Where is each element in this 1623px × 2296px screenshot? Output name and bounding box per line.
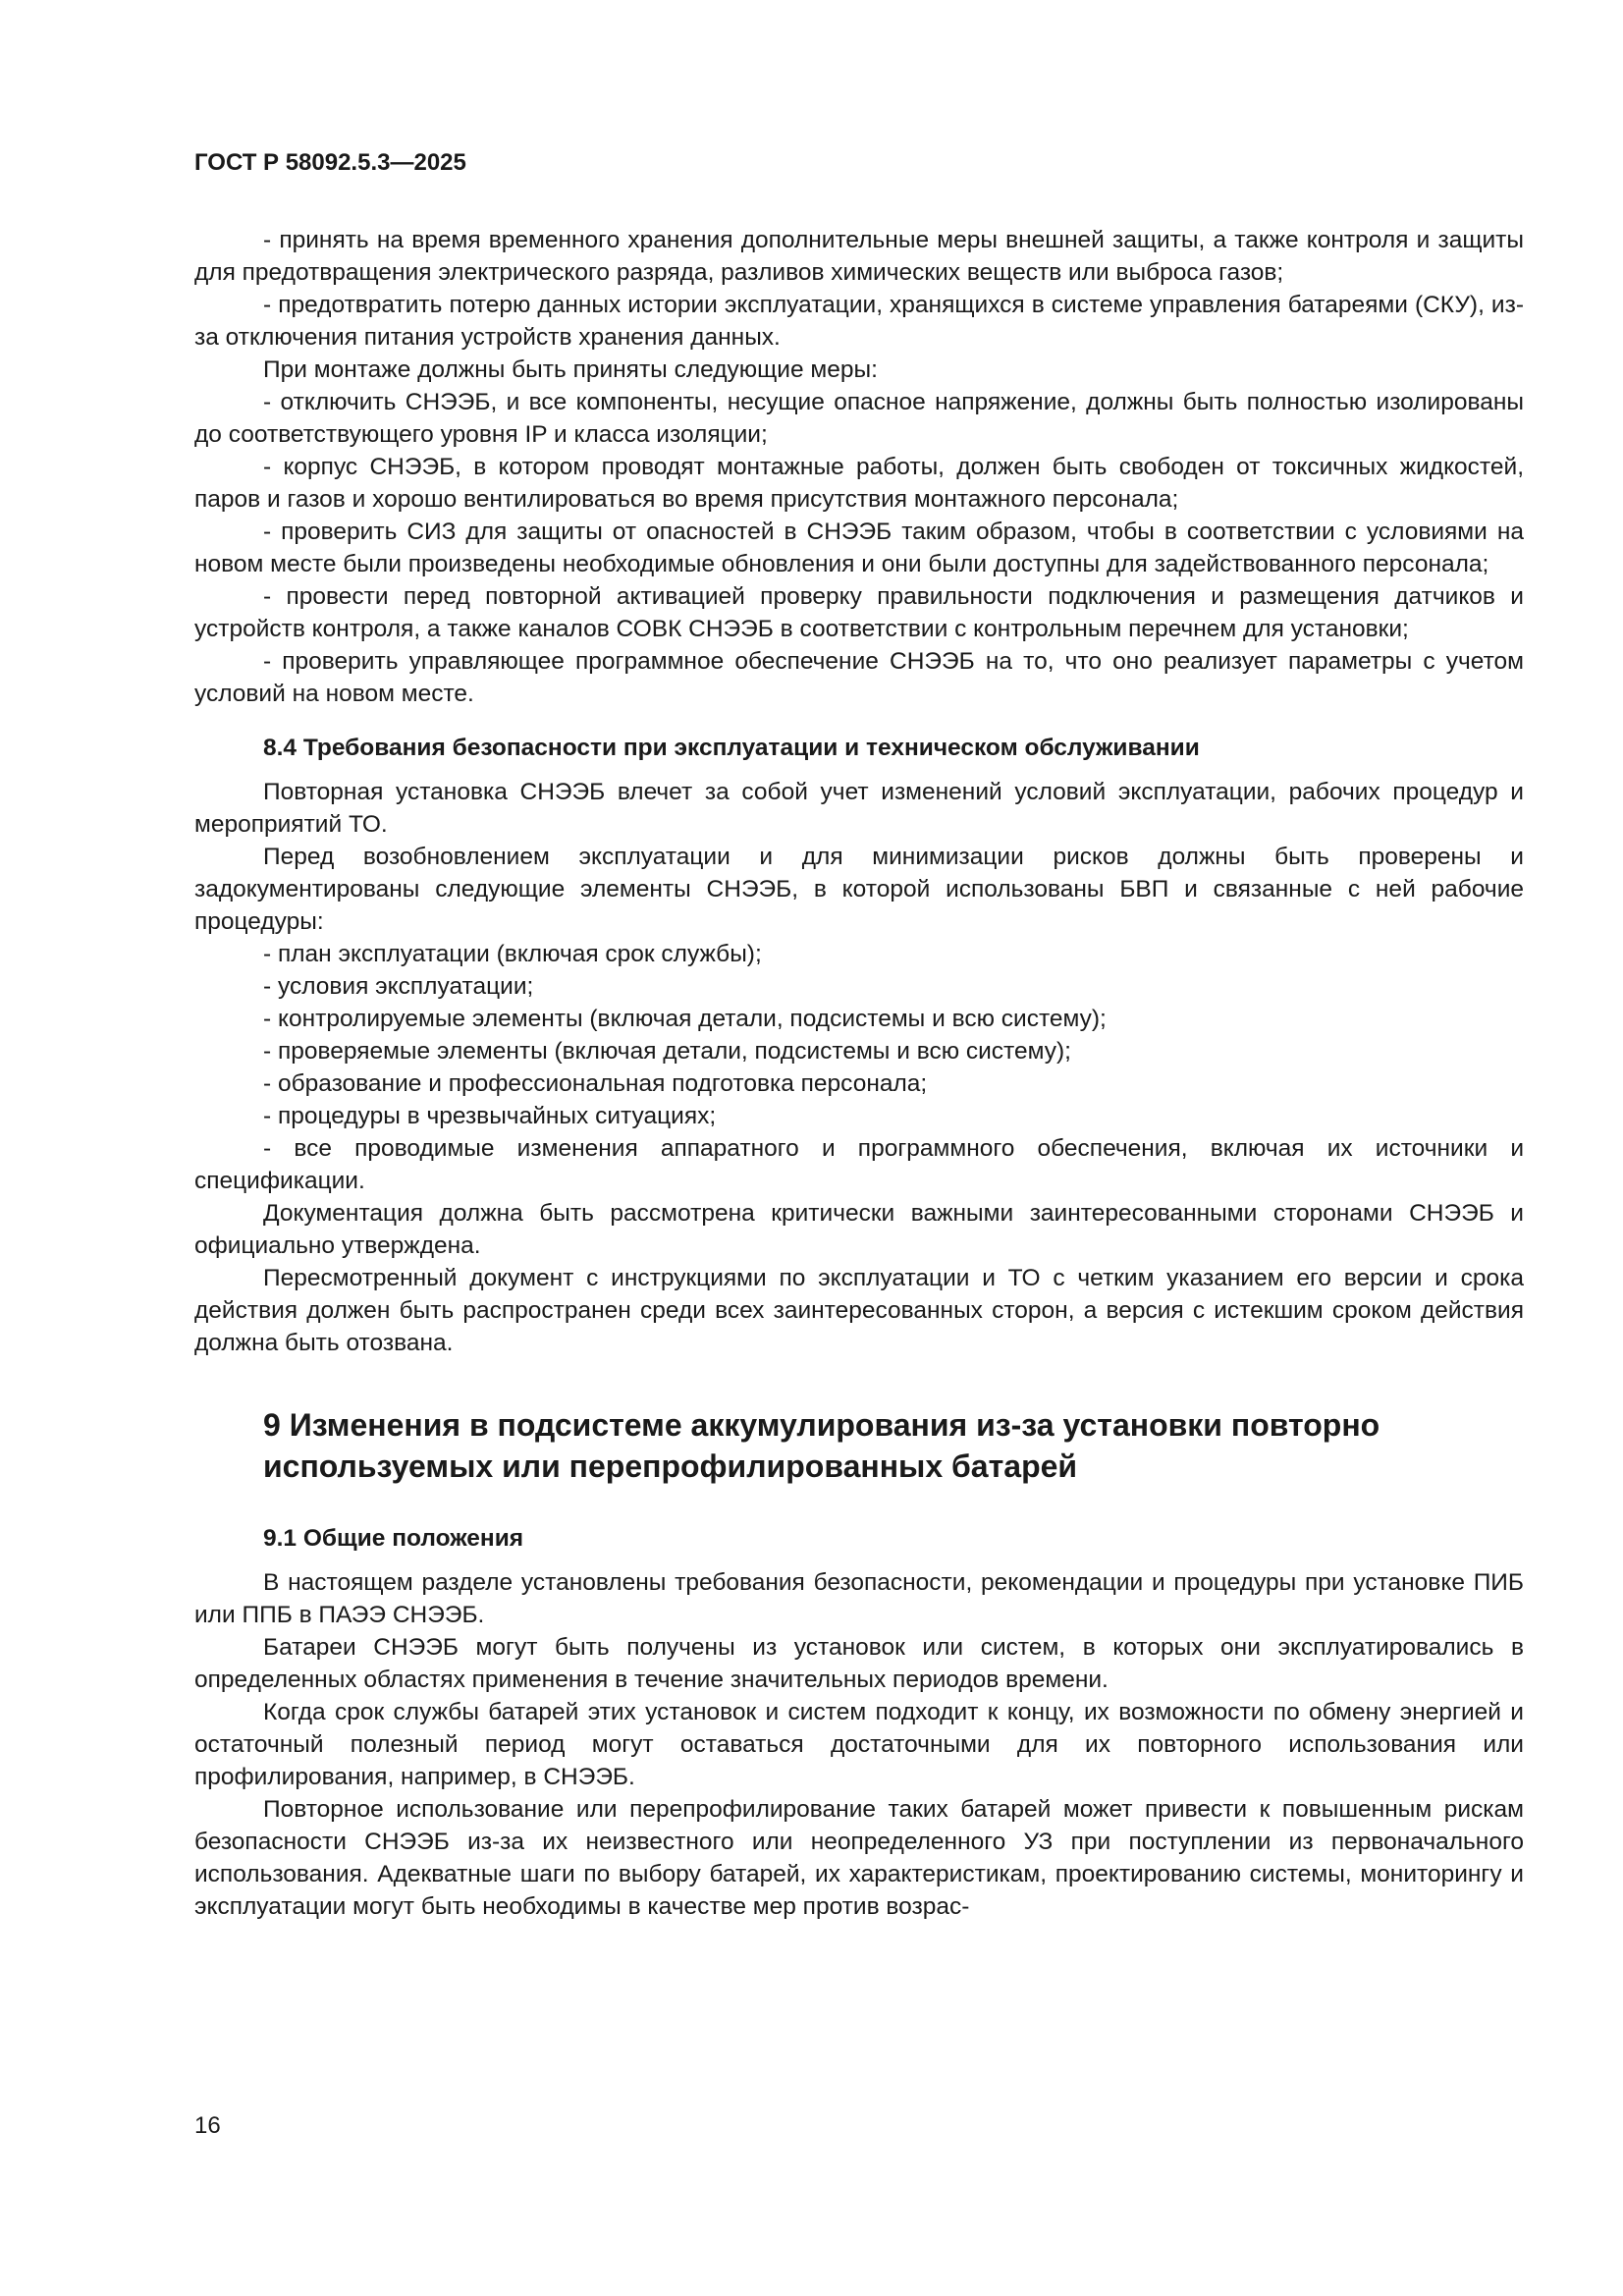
paragraph: - проверить управляющее программное обеспечение СНЭЭБ на то, что оно реализует параметры с учетом условий на новом месте. [194, 648, 1524, 707]
paragraph: Когда срок службы батарей этих установок и систем подходит к концу, их возможности по обмену энергией и остаточный полезный период могут оставаться достаточными для их повторного использования или профилирования, например, в СНЭЭБ. [194, 1699, 1524, 1790]
paragraph: Пересмотренный документ с инструкциями по эксплуатации и ТО с четким указанием его версии и срока действия должен быть распространен среди всех заинтересованных сторон, а версия с истекшим сроком действия должна быть отозвана. [194, 1265, 1524, 1356]
document-standard-code: ГОСТ Р 58092.5.3—2025 [194, 149, 466, 176]
paragraph: - процедуры в чрезвычайных ситуациях; [263, 1103, 717, 1129]
paragraph: Батареи СНЭЭБ могут быть получены из установок или систем, в которых они эксплуатировались в определенных областях применения в течение значительных периодов времени. [194, 1634, 1524, 1693]
paragraph: Повторное использование или перепрофилирование таких батарей может привести к повышенным рискам безопасности СНЭЭБ из-за их неизвестного или неопределенного УЗ при поступлении из первоначального использования. Адекватные шаги по выбору батарей, их характеристикам, проектированию системы, мониторингу и эксплуатации могут быть необходимы в качестве мер против возрас- [194, 1796, 1524, 1920]
paragraph: - провести перед повторной активацией проверку правильности подключения и размещения датчиков и устройств контроля, а также каналов СОВК СНЭЭБ в соответствии с контрольным перечнем для установки; [194, 583, 1524, 642]
paragraph: - образование и профессиональная подготовка персонала; [263, 1070, 928, 1097]
paragraph: - все проводимые изменения аппаратного и программного обеспечения, включая их источники и спецификации. [194, 1135, 1524, 1194]
paragraph: - отключить СНЭЭБ, и все компоненты, несущие опасное напряжение, должны быть полностью изолированы до соответствующего уровня IP и класса изоляции; [194, 389, 1524, 448]
paragraph: - контролируемые элементы (включая детали, подсистемы и всю систему); [263, 1006, 1107, 1032]
paragraph: При монтаже должны быть приняты следующие меры: [263, 356, 878, 383]
paragraph: - план эксплуатации (включая срок службы); [263, 941, 762, 967]
paragraph: - принять на время временного хранения дополнительные меры внешней защиты, а также контроля и защиты для предотвращения электрического разряда, разливов химических веществ или выброса газов; [194, 227, 1524, 286]
paragraph: Перед возобновлением эксплуатации и для минимизации рисков должны быть проверены и задокументированы следующие элементы СНЭЭБ, в которой использованы БВП и связанные с ней рабочие процедуры: [194, 844, 1524, 935]
paragraph: - предотвратить потерю данных истории эксплуатации, хранящихся в системе управления батареями (СКУ), из-за отключения питания устройств хранения данных. [194, 292, 1524, 351]
paragraph: - корпус СНЭЭБ, в котором проводят монтажные работы, должен быть свободен от токсичных жидкостей, паров и газов и хорошо вентилироваться во время присутствия монтажного персонала; [194, 454, 1524, 513]
section-heading: 9 Изменения в подсистеме аккумулирования из-за установки повторно используемых или перепрофилированных батарей [263, 1407, 1380, 1484]
paragraph: В настоящем разделе установлены требования безопасности, рекомендации и процедуры при установке ПИБ или ППБ в ПАЭЭ СНЭЭБ. [194, 1569, 1524, 1628]
paragraph: - проверить СИЗ для защиты от опасностей в СНЭЭБ таким образом, чтобы в соответствии с условиями на новом месте были произведены необходимые обновления и они были доступны для задействованного персонала; [194, 519, 1524, 577]
document-body [194, 224, 1524, 1923]
paragraph: Документация должна быть рассмотрена критически важными заинтересованными сторонами СНЭЭБ и официально утверждена. [194, 1200, 1524, 1259]
subsection-heading: 9.1 Общие положения [263, 1525, 524, 1552]
subsection-heading: 8.4 Требования безопасности при эксплуатации и техническом обслуживании [263, 735, 1200, 761]
paragraph: - условия эксплуатации; [263, 973, 534, 1000]
paragraph: - проверяемые элементы (включая детали, подсистемы и всю систему); [263, 1038, 1071, 1065]
page-number: 16 [194, 2112, 221, 2139]
paragraph: Повторная установка СНЭЭБ влечет за собой учет изменений условий эксплуатации, рабочих процедур и мероприятий ТО. [194, 779, 1524, 838]
